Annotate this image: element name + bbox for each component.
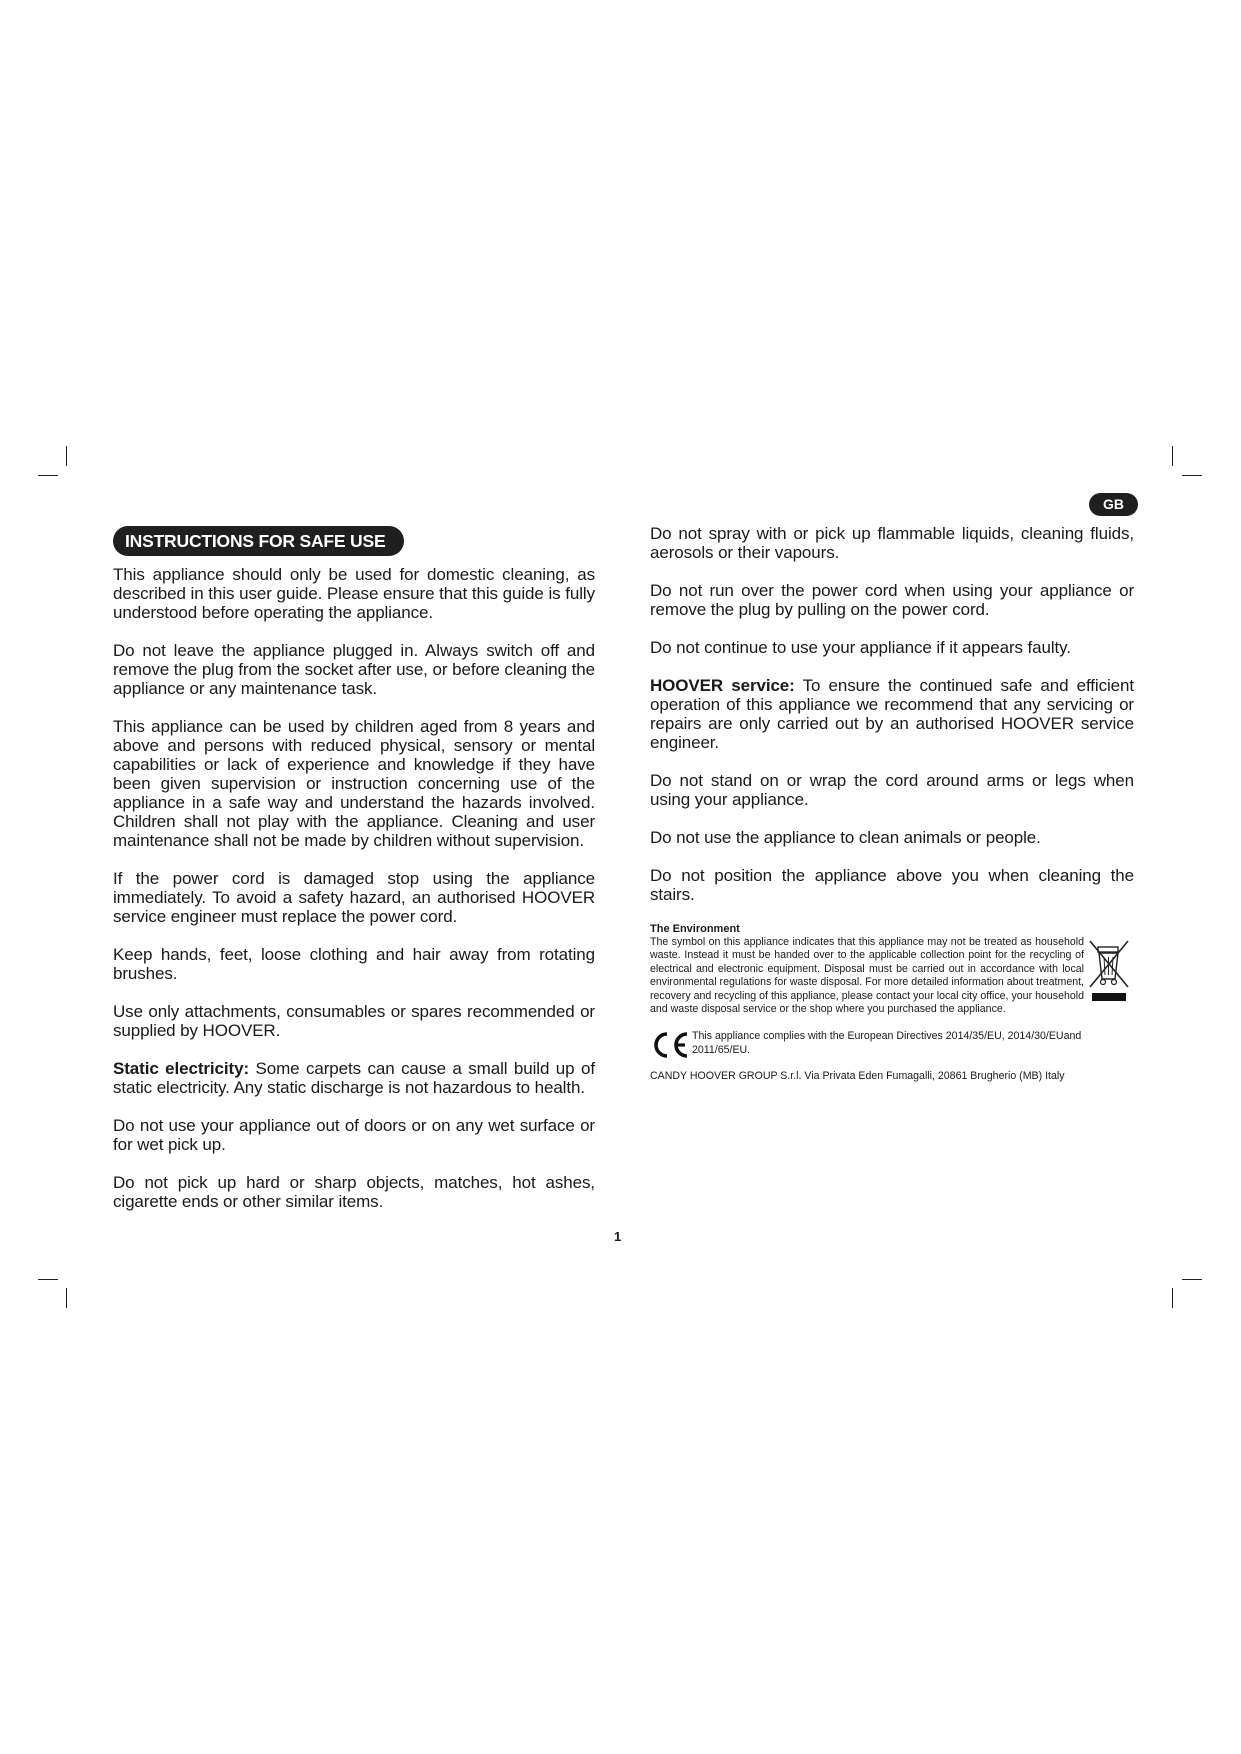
instruction-paragraph	[650, 866, 1134, 904]
paragraph-text: Do not spray with or pick up flammable liquids, cleaning fluids, aerosols or their vapours.	[650, 524, 1134, 562]
instruction-paragraph	[113, 1116, 595, 1154]
crop-mark	[1172, 1288, 1173, 1308]
paragraph-text: Do not use the appliance to clean animals or people.	[650, 828, 1041, 847]
language-badge: GB	[1089, 493, 1138, 516]
instruction-paragraph	[650, 581, 1134, 619]
right-paragraphs	[650, 524, 1134, 904]
crop-mark	[66, 446, 67, 466]
paragraph-text: If the power cord is damaged stop using the appliance immediately. To avoid a safety hazard, an authorised HOOVER service engineer must replace the power cord.	[113, 869, 595, 926]
ce-mark-icon	[650, 1030, 692, 1060]
environment-title: The Environment	[650, 923, 740, 935]
instruction-paragraph	[650, 676, 1134, 752]
instruction-paragraph	[113, 565, 595, 622]
paragraph-text: Do not pick up hard or sharp objects, matches, hot ashes, cigarette ends or other similar items.	[113, 1173, 595, 1211]
crop-mark	[38, 1279, 58, 1280]
instruction-paragraph	[113, 1002, 595, 1040]
right-column	[650, 524, 1134, 1083]
instruction-paragraph	[113, 869, 595, 926]
instruction-paragraph	[113, 1059, 595, 1097]
ce-row	[650, 1030, 1134, 1060]
paragraph-text: This appliance can be used by children aged from 8 years and above and persons with reduced physical, sensory or mental capabilities or lack of experience and knowledge if they have been given supervision or instruction concerning use of the appliance in a safe way and understand the hazards involved. Children shall not play with the appliance. Cleaning and user maintenance shall not be made by children without supervision.	[113, 717, 595, 850]
crop-mark	[1182, 475, 1202, 476]
paragraph-text: Keep hands, feet, loose clothing and hair away from rotating brushes.	[113, 945, 595, 983]
section-title: INSTRUCTIONS FOR SAFE USE	[113, 526, 404, 556]
paragraph-text: Do not position the appliance above you when cleaning the stairs.	[650, 866, 1134, 904]
paragraph-heading: Static electricity:	[113, 1059, 250, 1078]
crop-mark	[66, 1288, 67, 1308]
paragraph-text: Do not stand on or wrap the cord around arms or legs when using your appliance.	[650, 771, 1134, 809]
instruction-paragraph	[650, 828, 1134, 847]
paragraph-text: Use only attachments, consumables or spares recommended or supplied by HOOVER.	[113, 1002, 595, 1040]
instruction-paragraph	[650, 638, 1134, 657]
paragraph-text: Do not run over the power cord when using your appliance or remove the plug by pulling on the power cord.	[650, 581, 1134, 619]
instruction-paragraph	[113, 945, 595, 983]
environment-text: The symbol on this appliance indicates that this appliance may not be treated as household waste. Instead it must be handed over to the applicable collection point for the recycling of electrical and electronic equipment. Disposal must be carried out in accordance with local environmental regulations for waste disposal. For more detailed information about treatment, recovery and recycling of this appliance, please contact your local city office, your household and waste disposal service or the shop where you purchased the appliance.	[650, 936, 1084, 1016]
instruction-paragraph	[113, 717, 595, 850]
paragraph-text: Do not use your appliance out of doors or on any wet surface or for wet pick up.	[113, 1116, 595, 1154]
left-paragraphs	[113, 565, 595, 1211]
paragraph-text: Do not leave the appliance plugged in. Always switch off and remove the plug from the socket after use, or before cleaning the appliance or any maintenance task.	[113, 641, 595, 698]
weee-crossed-bin-icon	[1084, 935, 1134, 1005]
crop-mark	[1172, 446, 1173, 466]
page-number: 1	[614, 1229, 622, 1244]
instruction-paragraph	[650, 524, 1134, 562]
company-address: CANDY HOOVER GROUP S.r.l. Via Privata Eden Fumagalli, 20861 Brugherio (MB) Italy	[650, 1070, 1065, 1083]
instruction-paragraph	[650, 771, 1134, 809]
environment-section	[650, 923, 1134, 1016]
paragraph-text: To ensure the continued safe and efficient operation of this appliance we recommend that any servicing or repairs are only carried out by an authorised HOOVER service engineer.	[650, 676, 1134, 752]
paragraph-text: Do not continue to use your appliance if it appears faulty.	[650, 638, 1071, 657]
left-column	[113, 526, 595, 1230]
crop-mark	[38, 475, 58, 476]
instruction-paragraph	[113, 1173, 595, 1211]
instruction-paragraph	[113, 641, 595, 698]
paragraph-text: This appliance should only be used for domestic cleaning, as described in this user guide. Please ensure that this guide is fully understood before operating the appliance.	[113, 565, 595, 622]
crop-mark	[1182, 1279, 1202, 1280]
paragraph-heading: HOOVER service:	[650, 676, 795, 695]
paragraph-text: Some carpets can cause a small build up of static electricity. Any static discharge is not hazardous to health.	[113, 1059, 595, 1097]
ce-compliance-text: This appliance complies with the European Directives 2014/35/EU, 2014/30/EUand 2011/65/EU.	[692, 1030, 1082, 1056]
